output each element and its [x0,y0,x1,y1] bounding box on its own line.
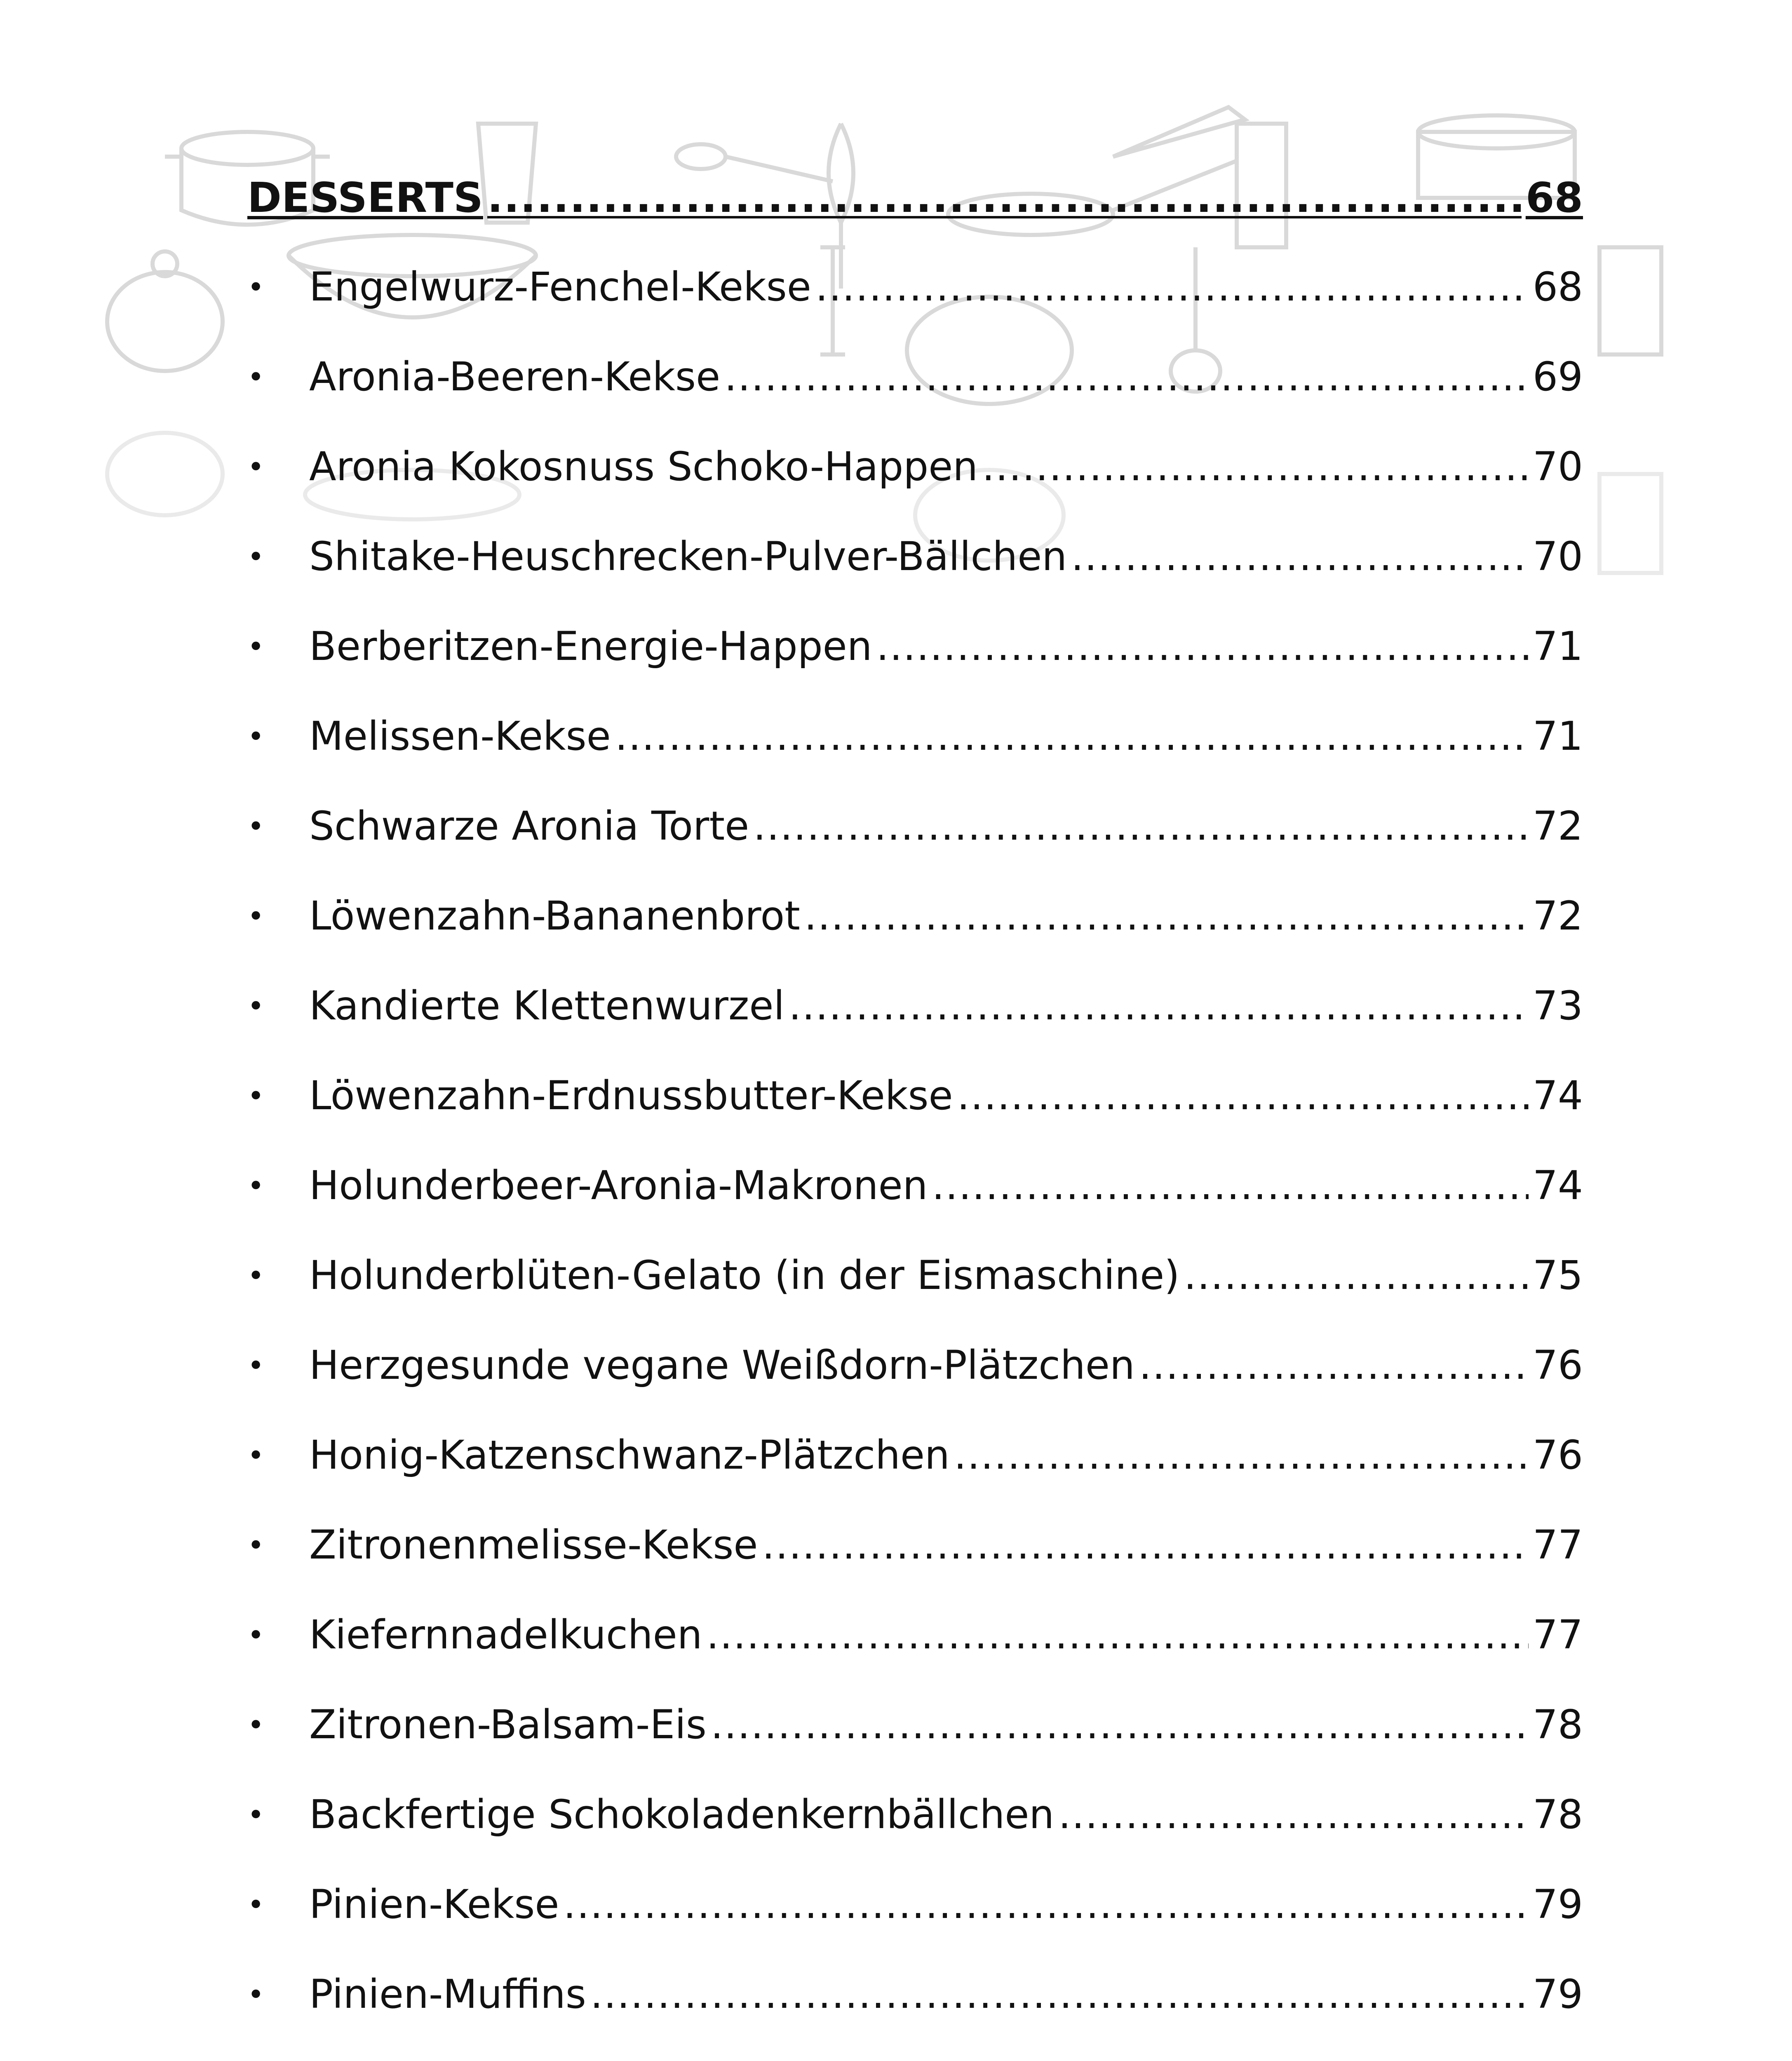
toc-entry[interactable] [247,447,1583,537]
bullet-icon: • [247,630,265,664]
entry-title: Berberitzen-Energie-Happen [309,627,872,669]
entry-title: Zitronenmelisse-Kekse [309,1525,758,1568]
entry-title: Honig-Katzenschwanz-Plätzchen [309,1435,950,1478]
bullet-icon: • [247,720,265,754]
dot-leader [954,1435,1529,1475]
entry-title: Melissen-Kekse [309,716,611,759]
entry-title: Kandierte Klettenwurzel [309,986,785,1029]
entry-title: Holunderblüten-Gelato (in der Eismaschine) [309,1256,1180,1298]
toc-entry[interactable] [247,1256,1583,1345]
entry-title: Engelwurz-Fenchel-Kekse [309,267,811,310]
bullet-icon: • [247,1439,265,1472]
entry-title: Herzgesunde vegane Weißdorn-Plätzchen [309,1345,1135,1388]
toc-entry[interactable] [247,1166,1583,1256]
toc-entry[interactable] [247,1076,1583,1166]
entry-page-number: 74 [1532,1166,1583,1209]
grater-icon [1599,247,1661,354]
entry-title: Shitake-Heuschrecken-Pulver-Bällchen [309,537,1067,580]
entry-page-number: 71 [1532,716,1583,759]
bullet-icon: • [247,899,265,933]
dot-leader [876,627,1529,666]
toc-entry[interactable] [247,1705,1583,1795]
toc-entry[interactable] [247,1435,1583,1525]
toc-entry[interactable] [247,537,1583,627]
entry-page-number: 77 [1532,1615,1583,1658]
dot-leader [1058,1795,1529,1834]
dot-leader [762,1525,1528,1565]
dot-leader [789,986,1529,1026]
dot-leader [932,1166,1529,1205]
toc-entry[interactable] [247,357,1583,447]
bullet-icon: • [247,1978,265,2012]
bullet-icon: • [247,1888,265,1922]
section-page-number: 68 [1525,177,1583,222]
entry-title: Pinien-Kekse [309,1885,559,1927]
dot-leader [957,1076,1529,1115]
bullet-icon: • [247,540,265,574]
dot-leader [804,896,1529,936]
toc-entry[interactable] [247,806,1583,896]
entry-page-number: 70 [1532,447,1583,490]
entry-page-number: 72 [1532,896,1583,939]
bullet-icon: • [247,810,265,843]
toc-entry[interactable] [247,1795,1583,1885]
toc-entry[interactable] [247,896,1583,986]
knife-icon [1113,107,1245,157]
entry-page-number: 75 [1532,1256,1583,1298]
dot-leader [1184,1256,1529,1295]
toc-entry[interactable] [247,1525,1583,1615]
entry-title: Pinien-Muffins [309,1974,586,2017]
entry-title: Löwenzahn-Erdnussbutter-Kekse [309,1076,953,1119]
entry-title: Aronia Kokosnuss Schoko-Happen [309,447,978,490]
toc-entry[interactable] [247,716,1583,806]
bullet-icon: • [247,989,265,1023]
toc-section-heading[interactable] [247,177,1583,267]
entry-page-number: 74 [1532,1076,1583,1119]
toc-entry-list [247,267,1583,2061]
bullet-icon: • [247,1169,265,1203]
entry-title: Holunderbeer-Aronia-Makronen [309,1166,928,1209]
bullet-icon: • [247,1349,265,1383]
dot-leader [487,177,1522,218]
entry-title: Schwarze Aronia Torte [309,806,749,849]
bullet-icon: • [247,360,265,394]
bullet-icon: • [247,1079,265,1113]
dot-leader [563,1885,1528,1924]
entry-page-number: 79 [1532,1885,1583,1927]
entry-title: Kiefernnadelkuchen [309,1615,702,1658]
toc-entry[interactable] [247,1345,1583,1435]
entry-page-number: 77 [1532,1525,1583,1568]
entry-title: Löwenzahn-Bananenbrot [309,896,800,939]
bullet-icon: • [247,1618,265,1652]
dot-leader [982,447,1529,486]
toc-entry[interactable] [247,267,1583,357]
bullet-icon: • [247,450,265,484]
entry-page-number: 71 [1532,627,1583,669]
toc-entry[interactable] [247,1615,1583,1705]
toc-entry[interactable] [247,986,1583,1076]
entry-title: Zitronen-Balsam-Eis [309,1705,707,1748]
dot-leader [711,1705,1529,1744]
section-title: DESSERTS [247,177,483,222]
spoon-icon [676,144,833,181]
bullet-icon: • [247,1708,265,1742]
bullet-icon: • [247,270,265,304]
entry-page-number: 68 [1532,267,1583,310]
kettle-icon [107,251,223,371]
entry-page-number: 72 [1532,806,1583,849]
toc-entry[interactable] [247,1885,1583,1974]
dot-leader [590,1974,1529,2014]
dot-leader [1071,537,1529,576]
entry-page-number: 76 [1532,1435,1583,1478]
dot-leader [815,267,1529,307]
dot-leader [615,716,1529,756]
entry-page-number: 78 [1532,1705,1583,1748]
dot-leader [753,806,1529,846]
entry-title: Backfertige Schokoladenkernbällchen [309,1795,1055,1838]
dot-leader [707,1615,1529,1655]
bullet-icon: • [247,1798,265,1832]
dot-leader [724,357,1529,397]
toc-entry[interactable] [247,627,1583,716]
entry-page-number: 76 [1532,1345,1583,1388]
toc-entry[interactable] [247,1974,1583,2061]
table-of-contents [247,177,1583,2061]
entry-page-number: 79 [1532,1974,1583,2017]
entry-page-number: 73 [1532,986,1583,1029]
entry-page-number: 69 [1532,357,1583,400]
entry-page-number: 70 [1532,537,1583,580]
dot-leader [1139,1345,1529,1385]
entry-title: Aronia-Beeren-Kekse [309,357,721,400]
entry-page-number: 78 [1532,1795,1583,1838]
bullet-icon: • [247,1259,265,1293]
bullet-icon: • [247,1528,265,1562]
